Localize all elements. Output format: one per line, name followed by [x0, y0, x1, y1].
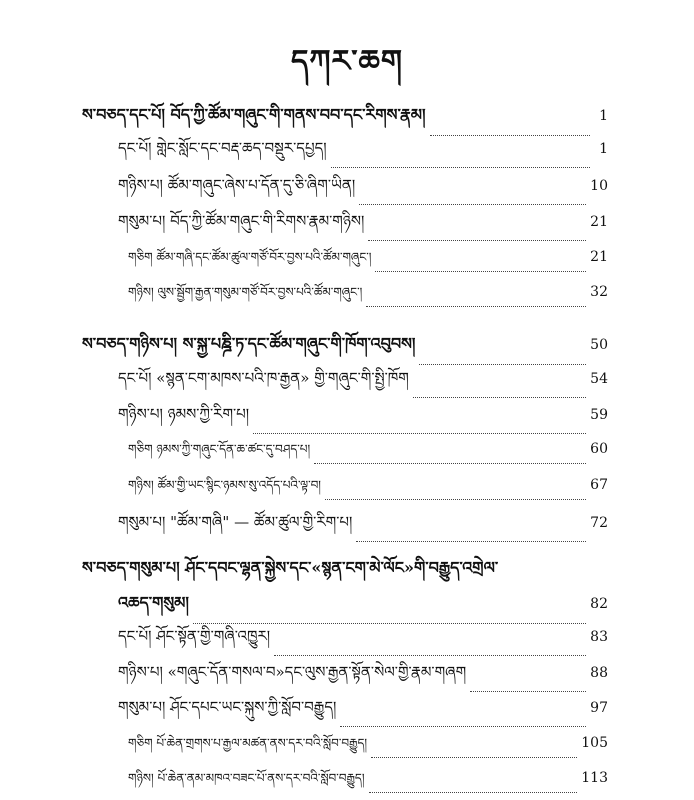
toc-section[interactable]: [118, 691, 608, 733]
toc-entry-text: གསུམ་པ། "ཚོམ་གཞི" — ཚོམ་ཚུལ་གྱི་རིག་པ།: [118, 513, 353, 531]
toc-page-number: 67: [590, 477, 608, 493]
leader-dots: [369, 791, 578, 793]
toc-page-number: 113: [581, 770, 608, 786]
toc-page-number: 88: [590, 665, 608, 681]
toc-page-number: 83: [590, 629, 608, 645]
leader-dots: [340, 725, 586, 727]
toc-entry-text: གཅིག ཚོམ་གཞི་དང་ཚོམ་ཚུལ་གཙོ་བོར་བྱས་པའི་ཚོམ་གཞུང་།: [128, 250, 372, 264]
leader-dots: [366, 305, 586, 307]
toc-entry-text: ས་བཅད་གསུམ་པ། ཤོང་དབང་ལྷན་སྐྱེས་དང་«སྙན་ངག་མེ་ལོང»གི་བརྒྱུད་འགྲེལ་: [82, 558, 499, 577]
leader-dots: [325, 498, 586, 500]
toc-page-number: 10: [590, 178, 608, 194]
toc-entry-text: དང་པོ། «སྙན་ངག་མཁས་པའི་ཁ་རྒྱན» གྱི་གཞུང་གི་སྤྱི་ཁོག: [118, 369, 409, 387]
toc-page-number: 32: [590, 284, 608, 300]
toc-page-number: 1: [599, 108, 608, 124]
toc-entry-text: གསུམ་པ། ཤོང་དཔང་ཡང་སྐུས་ཀྱི་སློབ་བརྒྱུད།: [118, 698, 337, 716]
toc-page-number: 60: [590, 441, 608, 457]
toc-subsection[interactable]: [128, 244, 608, 278]
toc-subsection[interactable]: [128, 765, 608, 799]
toc-page-number: 72: [590, 515, 608, 531]
toc-entry-text: གཉིས། ཚོམ་གྱི་ཡང་སྙིང་ཉམས་སུ་འདོད་པའི་ལྟ་བ།: [128, 478, 321, 492]
toc-entry-text: གཉིས་པ། «གཞུང་དོན་གསལ་བ»དང་ལུས་རྒྱན་སྟོན་སེལ་གྱི་རྣམ་གཞག: [118, 663, 467, 681]
toc-entry-text: ས་བཅད་གཉིས་པ། ས་སྐྱ་པཎྜི་ཏ་དང་ཚོམ་གཞུང་གི་ཁོག་འབུབས།: [82, 334, 416, 353]
toc-section[interactable]: [118, 506, 608, 548]
toc-page-number: 50: [590, 337, 608, 353]
toc-entry-text: དང་པོ། ཤོང་སྟོན་གྱི་གཞི་འཁྱུར།: [118, 627, 271, 645]
toc-section[interactable]: [118, 205, 608, 247]
toc-entry-text: གཅིག པོ་ཆེན་གྲགས་པ་རྒྱལ་མཚན་ནས་དར་བའི་སློབ་བརྒྱུད།: [128, 736, 368, 750]
toc-entry-text: གཉིས་པ། ཚོམ་གཞུང་ཞེས་པ་དོན་དུ་ཅི་ཞིག་ཡིན།: [118, 176, 356, 194]
toc-subsection[interactable]: [128, 730, 608, 764]
leader-dots: [253, 432, 586, 434]
toc-entry-text: གཉིས། པོ་ཆེན་ནམ་མཁའ་བཟང་པོ་ནས་དར་བའི་སློབ་བརྒྱུད།: [128, 771, 365, 785]
toc-page-number: 1: [599, 141, 608, 157]
toc-entry-text: གསུམ་པ། བོད་ཀྱི་ཚོམ་གཞུང་གི་རིགས་རྣམ་གཉིས།: [118, 212, 365, 230]
leader-dots: [331, 166, 590, 168]
toc-entry-text: འཆད་གསུམ།: [118, 593, 189, 612]
leader-dots: [368, 239, 586, 241]
toc-section[interactable]: [118, 398, 608, 440]
toc-page-number: 21: [590, 214, 608, 230]
toc-entry-text: ས་བཅད་དང་པོ། བོད་ཀྱི་ཚོམ་གཞུང་གི་གནས་བབ་དང་རིགས་རྣམ།: [82, 105, 426, 124]
toc-entry-text: དང་པོ། གླེང་སློང་དང་བརྡ་ཆད་བསྡུར་དཔྱད།: [118, 139, 327, 157]
toc-section[interactable]: [118, 132, 608, 174]
toc-page-number: 82: [590, 596, 608, 612]
toc-subsection[interactable]: [128, 436, 608, 470]
leader-dots: [371, 756, 577, 758]
leader-dots: [314, 462, 586, 464]
toc-subsection[interactable]: [128, 472, 608, 506]
leader-dots: [375, 270, 586, 272]
toc-subsection[interactable]: [128, 279, 608, 313]
page-title: དཀར་ཆག: [291, 44, 403, 79]
toc-entry-text: གཉིས་པ། ཉམས་ཀྱི་རིག་པ།: [118, 405, 250, 423]
toc-page-number: 54: [590, 371, 608, 387]
toc-page-number: 105: [581, 735, 608, 751]
toc-page-number: 21: [590, 249, 608, 265]
toc-entry-text: གཅིག ཉམས་ཀྱི་གཞུང་དོན་ཆ་ཚང་དུ་བཤད་པ།: [128, 442, 311, 456]
toc-page-number: 59: [590, 407, 608, 423]
toc-page-number: 97: [590, 700, 608, 716]
toc-entry-text: གཉིས། ལུས་སྦྱོག་རྒྱན་གསུམ་གཙོ་བོར་བྱས་པའི་ཚོམ་གཞུང་།: [128, 285, 363, 299]
leader-dots: [356, 540, 586, 542]
